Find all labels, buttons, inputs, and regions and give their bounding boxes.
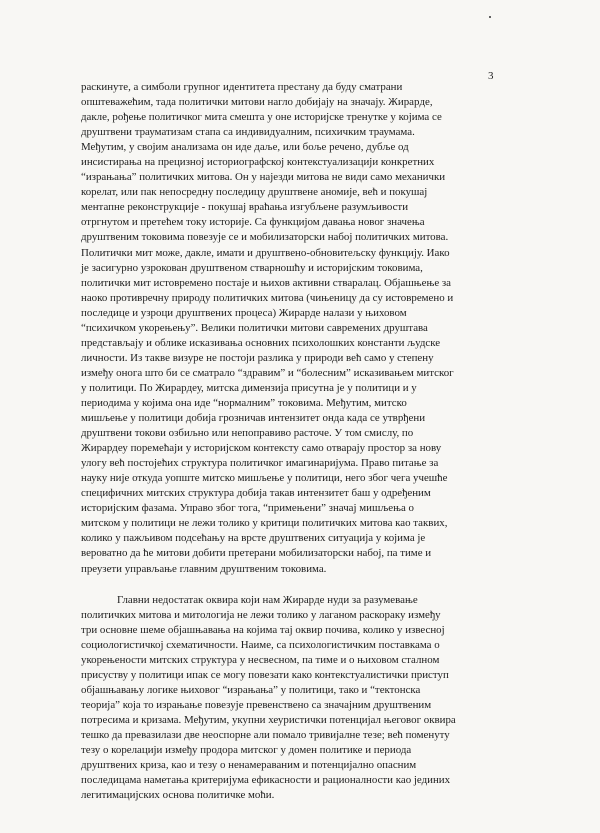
text-line: последицама наметања критеријума ефикасности и рационалности као јединих (81, 774, 451, 787)
text-line: историјским фазама. Управо због тога, “примењени” значај мишљења о (81, 502, 414, 515)
body-text (81, 80, 513, 803)
text-line: дакле, рођење политичког мита смешта у оне историјске тренутке у којима се (81, 111, 442, 124)
text-line: периодима у којима она иде “нормалним” токовима. Међутим, митско (81, 396, 407, 409)
paragraph-2 (81, 593, 513, 804)
text-line: тезу о корелацији између продора митског у домен политике и периода (81, 744, 412, 757)
text-line: представљају и облике исказивања основних психолошких константи људске (81, 336, 441, 349)
text-line: корелат, или пак непосредну последицу друштвене аномије, већ и покушај (81, 186, 428, 199)
text-line: улогу већ постојећих структура политичког имагинаријума. Право питање за (81, 457, 439, 470)
text-line: мишљење у политици добија грозничав интензитет онда када се утврђени (81, 412, 426, 425)
text-line: Жираpдеу поремећаји у историјском контексту само отварају простор за нову (81, 442, 442, 455)
text-line: раскинуте, а симболи групног идентитета престану да буду сматрани (81, 81, 403, 93)
paragraph-1 (81, 80, 513, 577)
text-line: социологистичкој схематичности. Наиме, са психологистичким поставкама о (81, 638, 440, 651)
text-line: објашњавању логике њиховог “израњања” у политици, тако и “тектонска (81, 683, 421, 696)
text-line: инсистирања на прецизној историографској контекстуализацији конкретних (81, 156, 435, 169)
text-line: између онога што би се сматрало “здравим” и “болесним” исказивањем митског (81, 366, 454, 379)
text-line: преузети управљање главним друштвеним токовима. (81, 562, 327, 575)
scan-speck (489, 16, 491, 18)
text-line: друштвени трауматизам стапа са индивидуалним, психичким траумама. (81, 126, 415, 139)
text-line: у политици. По Жираpдеу, митска димензија присутна је у политици и у (81, 381, 417, 394)
text-line: ментапне реконструкције - покушај враћања изгубљене разумљивости (81, 201, 409, 214)
text-line: последице и узроци друштвених процеса) Жираpде налази у њиховом (81, 306, 407, 319)
text-line: друштвених криза, као и тезу о ненамераваним и потенцијално опасним (81, 759, 417, 772)
text-line: три основне шеме објашњавања на којима тај оквир почива, колико у извесној (81, 623, 445, 636)
text-line: је засигурно узрокован друштвеном стварношћу и историјским токовима, (81, 261, 423, 274)
text-line: друштвеним токовима повезује се и мобилизаторски набој политичких митова. (81, 231, 449, 244)
text-line: друштвени токови озбиљно или непоправиво расточе. У том смислу, по (81, 427, 414, 440)
text-line: личности. Из такве визуре не постоји разлика у природи већ само у степену (81, 351, 434, 364)
text-line: “израњања” политичких митова. Он у најезди митова не види само механички (81, 171, 446, 184)
text-line: теорија” која то израњање повезује превенствено са значајним друштвеним (81, 698, 432, 711)
text-line: наоко противречну природу политичких митова (чињеницу да су истовремено и (81, 291, 454, 304)
text-line: митском у политици не лежи толико у критици политичких митова као таквих, (81, 517, 448, 530)
text-line: вероватно да ће митови добити претерани мобилизаторски набој, па тиме и (81, 547, 432, 560)
text-line: специфичних митских структура добија такав интензитет баш у одређеним (81, 487, 431, 500)
text-line: Политички мит може, дакле, имати и друштвено-обновитељску функцију. Иако (81, 246, 450, 259)
text-line: политички мит истовремено постаје и њихов активни стваралац. Објашњење за (81, 276, 452, 289)
text-line: колико у пажљивом подсећању на врсте друштвених ситуација у којима је (81, 532, 426, 545)
text-line: Главни недостатак оквира који нам Жираpде нуди за разумевање (117, 593, 418, 606)
text-line: потресима и кризама. Међутим, укупни хеуристички потенцијал његовог оквира (81, 713, 456, 726)
text-line: отргнутом и претећем току историје. Са функцијом давања новог значења (81, 216, 425, 229)
text-line: општеважећим, тада политички митови нагло добијају на значају. Жираpде, (81, 96, 433, 109)
text-line: присуству у политици ипак се могу повезати како контекстуалистички приступ (81, 668, 449, 681)
text-line: политичких митова и митологија не лежи толико у лаганом раскораку између (81, 608, 441, 621)
text-line: легитимацијских основа политичке моћи. (81, 789, 275, 802)
text-line: “психичком укорењењу”. Велики политички митови савремених друштава (81, 321, 428, 334)
text-line: Међутим, у својим анализама он иде даље, или боље речено, дубље од (81, 141, 409, 154)
text-line: науку није откуда уопште митско мишљење у политици, него због чега учешће (81, 472, 448, 485)
page-number: 3 (488, 70, 494, 82)
text-line: тешко да превазилази две неоспорне али помало тривијалне тезе; већ поменуту (81, 728, 450, 741)
text-line: укорењености митских структура у несвесном, па тиме и о њиховом сталном (81, 653, 440, 666)
